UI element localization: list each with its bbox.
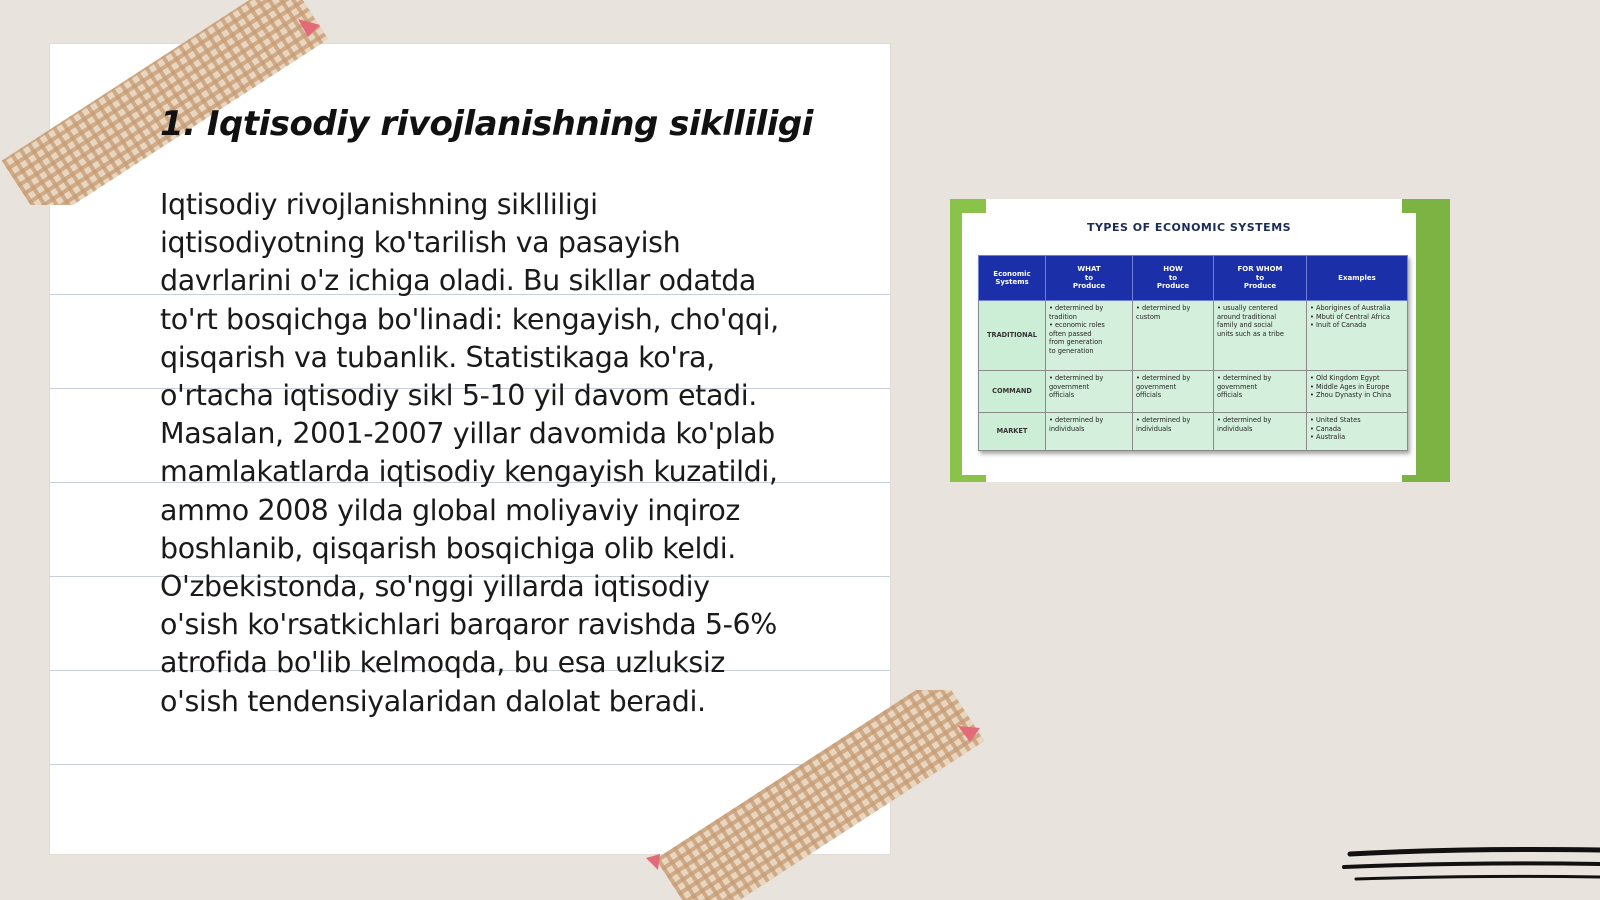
washi-tape-bottom: [640, 690, 1000, 900]
table-row: [979, 301, 1408, 371]
header-how: HOW to Produce: [1133, 256, 1214, 301]
slide-title: 1. Iqtisodiy rivojlanishning siklliligi: [160, 104, 813, 144]
cell-whom: • determined by government officials: [1214, 371, 1307, 413]
economic-systems-table: [978, 255, 1408, 451]
row-name: MARKET: [979, 413, 1046, 451]
header-what: WHAT to Produce: [1046, 256, 1133, 301]
slide-body-text: Iqtisodiy rivojlanishning siklliligi iqtisodiyotning ko'tarilish va pasayish davrlarini o'z ichiga oladi. Bu sikllar odatda to'rt bosqichga bo'linadi: kengayish, cho'qqi, qisqarish va tubanlik. Statistikaga ko'ra, o'rtacha iqtisodiy sikl 5-10 yil davom etadi. Masalan, 2001-2007 yillar davomida ko'plab mamlakatlarda iqtisodiy kengayish kuzatildi, ammo 2008 yilda global moliyaviy inqiroz boshlanib, qisqarish bosqichiga olib keldi. O'zbekistonda, so'nggi yillarda iqtisodiy o'sish ko'rsatkichlari barqaror ravishda 5-6% atrofida bo'lib kelmoqda, bu esa uzluksiz o'sish tendensiyalaridan dalolat beradi.: [160, 188, 779, 718]
figure-panel: [962, 213, 1416, 475]
header-examples: Examples: [1307, 256, 1408, 301]
cell-how: • determined by individuals: [1133, 413, 1214, 451]
table-row: [979, 413, 1408, 451]
row-name: COMMAND: [979, 371, 1046, 413]
cell-what: • determined by government officials: [1046, 371, 1133, 413]
table-row: [979, 371, 1408, 413]
cell-whom: • determined by individuals: [1214, 413, 1307, 451]
cell-how: • determined by government officials: [1133, 371, 1214, 413]
washi-tape-top: [0, 0, 340, 205]
cell-what: • determined by tradition • economic roles often passed from generation to generation: [1046, 301, 1133, 371]
cell-examples: • Old Kingdom Egypt • Middle Ages in Europe • Zhou Dynasty in China: [1307, 371, 1408, 413]
tape-pin: [646, 854, 660, 870]
row-name: TRADITIONAL: [979, 301, 1046, 371]
economic-systems-figure: [950, 199, 1450, 482]
figure-title: TYPES OF ECONOMIC SYSTEMS: [1086, 221, 1292, 234]
cell-examples: • Aborigines of Australia • Mbuti of Central Africa • Inuit of Canada: [1307, 301, 1408, 371]
cell-how: • determined by custom: [1133, 301, 1214, 371]
header-economic-systems: Economic Systems: [979, 256, 1046, 301]
table-header-row: [979, 256, 1408, 301]
decorative-lines: [1340, 842, 1600, 892]
header-for-whom: FOR WHOM to Produce: [1214, 256, 1307, 301]
cell-what: • determined by individuals: [1046, 413, 1133, 451]
cell-examples: • United States • Canada • Australia: [1307, 413, 1408, 451]
cell-whom: • usually centered around traditional family and social units such as a tribe: [1214, 301, 1307, 371]
